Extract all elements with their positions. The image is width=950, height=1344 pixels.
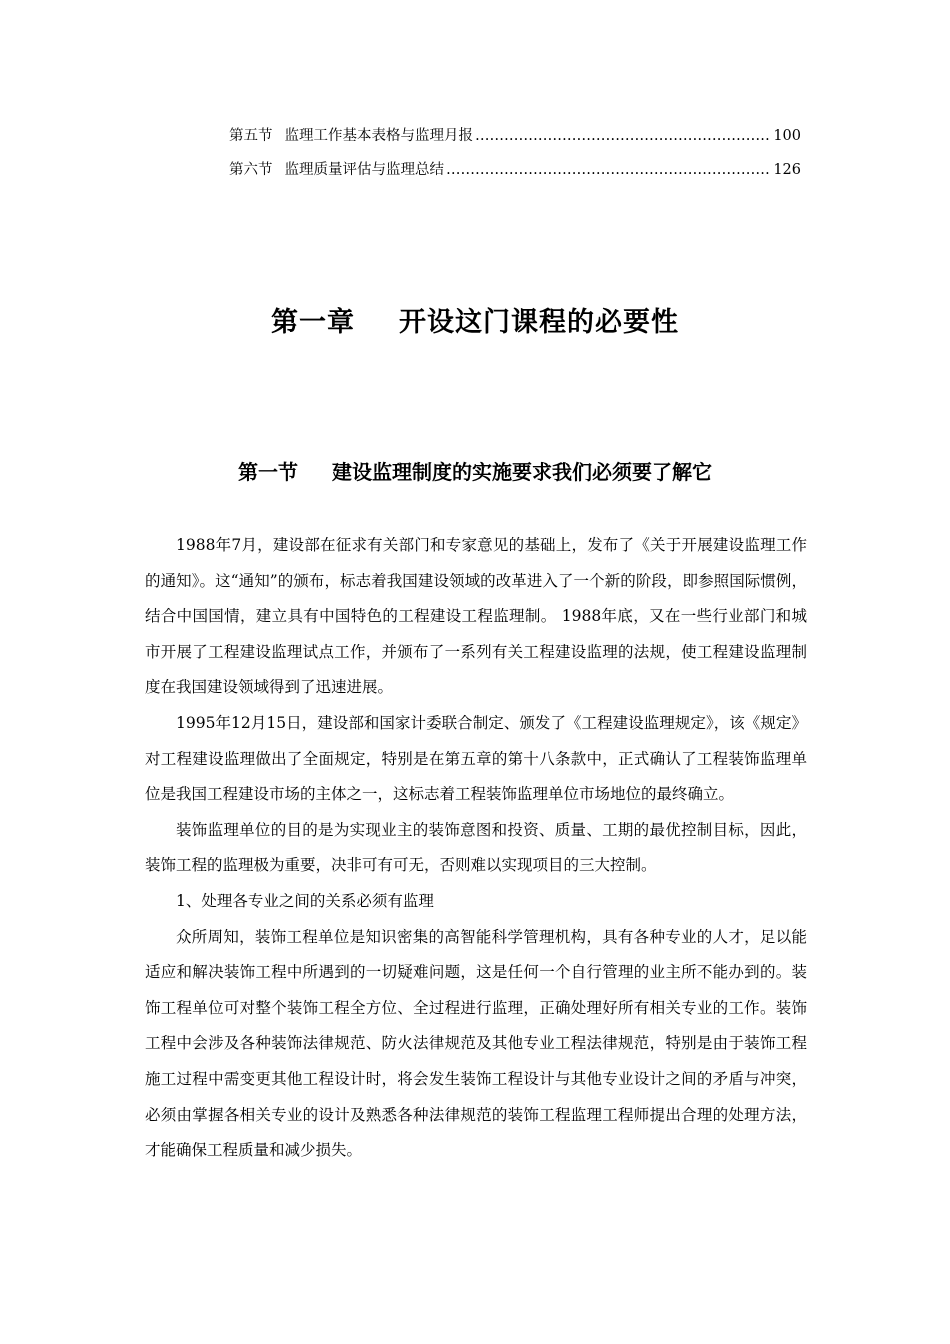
- chapter-title: 开设这门课程的必要性: [399, 307, 679, 338]
- toc-section-title: 监理质量评估与监理总结: [284, 162, 444, 178]
- toc-entry[interactable]: [229, 124, 801, 158]
- paragraph: 1988年7月，建设部在征求有关部门和专家意见的基础上，发布了《关于开展建设监理工作的通知》。这“通知”的颁布，标志着我国建设领域的改革进入了一个新的阶段，即参照国际惯例，结合中国国情，建立具有中国特色的工程建设工程监理制。 1988年底，又在一些行业部门和城市开展了工程建设监理试点工作，并颁布了一系列有关工程建设监理的法规，使工程建设监理制度在我国建设领域得到了迅速进展。: [145, 536, 807, 697]
- toc-page-number: 126: [773, 162, 801, 178]
- body-text: [145, 528, 807, 1169]
- section-title: 建设监理制度的实施要求我们必须要了解它: [332, 460, 712, 484]
- section-number: 第一节: [238, 460, 298, 484]
- numbered-subheading: 1、处理各专业之间的关系必须有监理: [176, 891, 434, 910]
- table-of-contents: [229, 124, 801, 192]
- section-heading: [0, 456, 950, 485]
- paragraph: 装饰监理单位的目的是为实现业主的装饰意图和投资、质量、工期的最优控制目标，因此，装饰工程的监理极为重要，决非可有可无，否则难以实现项目的三大控制。: [145, 820, 807, 875]
- toc-section-number: 第五节: [229, 128, 273, 144]
- paragraph: 众所周知，装饰工程单位是知识密集的高智能科学管理机构，具有各种专业的人才，足以能适应和解决装饰工程中所遇到的一切疑难问题，这是任何一个自行管理的业主所不能办到的。装饰工程单位可对整个装饰工程全方位、全过程进行监理，正确处理好所有相关专业的工作。装饰工程中会涉及各种装饰法律规范、防火法律规范及其他专业工程法律规范，特别是由于装饰工程施工过程中需变更其他工程设计时，将会发生装饰工程设计与其他专业设计之间的矛盾与冲突，必须由掌握各相关专业的设计及熟悉各种法律规范的装饰工程监理工程师提出合理的处理方法，才能确保工程质量和减少损失。: [145, 927, 807, 1160]
- toc-section-number: 第六节: [229, 162, 273, 178]
- toc-section-title: 监理工作基本表格与监理月报: [284, 128, 473, 144]
- chapter-number: 第一章: [271, 307, 355, 338]
- paragraph: 1995年12月15日，建设部和国家计委联合制定、颁发了《工程建设监理规定》，该《规定》对工程建设监理做出了全面规定，特别是在第五章的第十八条款中，正式确认了工程装饰监理单位是我国工程建设市场的主体之一，这标志着工程装饰监理单位市场地位的最终确立。: [145, 713, 807, 804]
- chapter-heading: [0, 300, 950, 339]
- toc-entry[interactable]: [229, 158, 801, 192]
- toc-page-number: 100: [773, 128, 801, 144]
- toc-dot-leader: [446, 162, 771, 178]
- toc-dot-leader: [475, 128, 771, 144]
